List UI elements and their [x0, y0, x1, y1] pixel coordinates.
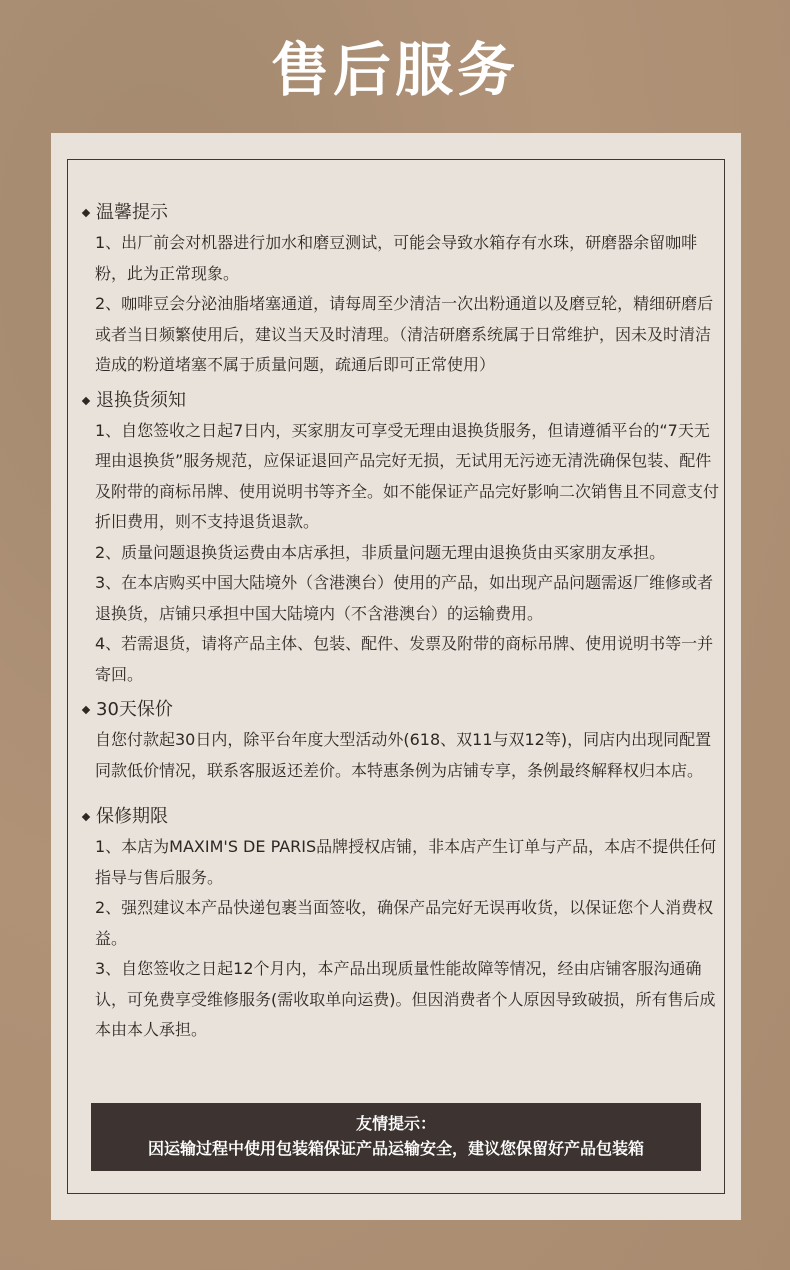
- notice-text: 因运输过程中使用包装箱保证产品运输安全，建议您保留好产品包装箱: [147, 1139, 644, 1158]
- diamond-bullet-icon: [82, 209, 90, 217]
- section-heading-text: 保修期限: [96, 806, 168, 827]
- notice-title: 友情提示：: [355, 1114, 436, 1133]
- section-heading: [80, 198, 720, 228]
- diamond-bullet-icon: [82, 813, 90, 821]
- paragraph: 4、若需退货，请将产品主体、包装、配件、发票及附带的商标吊牌、使用说明书等一并寄回。: [95, 634, 714, 684]
- section-heading: [80, 695, 720, 725]
- notice-box: [91, 1103, 701, 1171]
- section-tips: [80, 198, 720, 381]
- diamond-bullet-icon: [82, 706, 90, 714]
- paragraph: 3、自您签收之日起12个月内，本产品出现质量性能故障等情况，经由店铺客服沟通确认，可免费享受维修服务(需收取单向运费)。但因消费者个人原因导致破损，所有售后成本由本人承担。: [95, 959, 716, 1039]
- paragraph: 1、自您签收之日起7日内，买家朋友可享受无理由退换货服务，但请遵循平台的“7天无理由退换货”服务规范，应保证退回产品完好无损，无试用无污迹无清洗确保包装、配件及附带的商标吊牌、使用说明书等齐全。如不能保证产品完好影响二次销售且不同意支付折旧费用，则不支持退货退款。: [95, 420, 720, 531]
- section-price-protection: [80, 695, 720, 786]
- page-title: 售后服务: [270, 36, 519, 104]
- section-returns: [80, 386, 720, 691]
- section-heading-text: 退换货须知: [96, 389, 186, 411]
- section-heading-text: 30天保价: [96, 699, 173, 720]
- diamond-bullet-icon: [82, 396, 90, 404]
- content-frame: [67, 159, 725, 1194]
- paragraph: 1、出厂前会对机器进行加水和磨豆测试，可能会导致水箱存有水珠，研磨器余留咖啡粉，此为正常现象。: [95, 233, 698, 283]
- paragraph: 2、强烈建议本产品快递包裹当面签收，确保产品完好无误再收货，以保证您个人消费权益。: [95, 898, 714, 948]
- paragraph: 3、在本店购买中国大陆境外（含港澳台）使用的产品，如出现产品问题需返厂维修或者退换货，店铺只承担中国大陆境内（不含港澳台）的运输费用。: [95, 573, 714, 623]
- paragraph: 2、咖啡豆会分泌油脂堵塞通道，请每周至少清洁一次出粉通道以及磨豆轮，精细研磨后或者当日频繁使用后，建议当天及时清理。（清洁研磨系统属于日常维护，因未及时清洁造成的粉道堵塞不属于质量问题，疏通后即可正常使用）: [95, 294, 714, 374]
- section-heading-text: 温馨提示: [96, 202, 168, 223]
- content-panel: [51, 133, 741, 1220]
- section-heading: [80, 386, 720, 416]
- paragraph: 2、质量问题退换货运费由本店承担，非质量问题无理由退换货由买家朋友承担。: [95, 542, 666, 562]
- content-body: [80, 198, 720, 1051]
- paragraph: 自您付款起30日内，除平台年度大型活动外(618、双11与双12等)，同店内出现同配置同款低价情况，联系客服返还差价。本特惠条例为店铺专享，条例最终解释权归本店。: [95, 730, 712, 780]
- paragraph: 1、本店为MAXIM'S DE PARIS品牌授权店铺，非本店产生订单与产品，本店不提供任何指导与售后服务。: [95, 837, 717, 887]
- section-heading: [80, 802, 720, 832]
- section-warranty: [80, 802, 720, 1046]
